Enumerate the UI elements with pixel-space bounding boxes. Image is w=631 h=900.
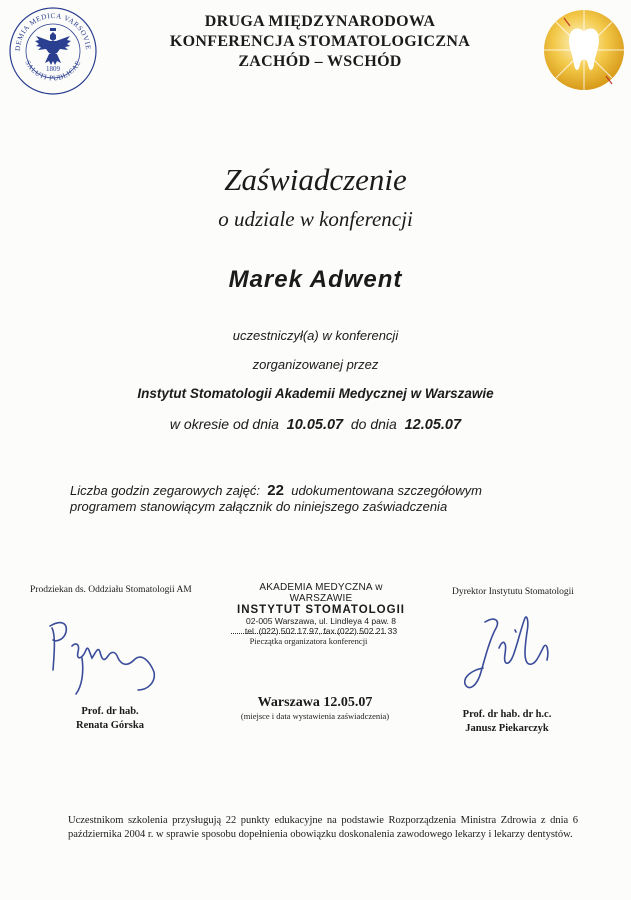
header-line-1: DRUGA MIĘDZYNARODOWA	[204, 13, 436, 30]
organized-by-line: zorganizowanej przez	[252, 357, 379, 372]
place-date: Warszawa 12.05.07	[257, 695, 373, 710]
stamp-divider	[231, 633, 386, 634]
period-mid: do dnia	[350, 416, 397, 432]
conference-logo	[540, 4, 628, 96]
header-line-2: KONFERENCJA STOMATOLOGICZNA	[169, 33, 471, 50]
stamp-line-1: AKADEMIA MEDYCZNA w WARSZAWIE	[259, 582, 383, 604]
organizer-name: Instytut Stomatologii Akademii Medycznej w Warszawie	[137, 386, 494, 401]
eagle-icon	[35, 28, 71, 65]
date-to: 12.05.07	[404, 417, 462, 433]
left-signatory-title: Prof. dr hab.	[81, 706, 139, 717]
organizer-stamp	[236, 582, 406, 636]
period-prefix: w okresie od dnia	[169, 416, 279, 432]
hours-line-2: programem stanowiącym załącznik do niniejszego zaświadczenia	[70, 499, 448, 514]
header-line-3: ZACHÓD – WSCHÓD	[238, 53, 402, 70]
stamp-line-2: INSTYTUT STOMATOLOGII	[237, 604, 405, 616]
participant-name: Marek Adwent	[228, 266, 403, 293]
stamp-caption: Pieczątka organizatora konferencji	[249, 636, 368, 646]
conference-header	[120, 12, 520, 72]
period-line	[0, 416, 631, 433]
left-signatory-name-block	[50, 705, 170, 733]
academy-seal	[8, 6, 98, 96]
stamp-line-3: 02-005 Warszawa, ul. Lindleya 4 paw. 8	[246, 616, 396, 626]
date-from: 10.05.07	[286, 417, 344, 433]
hours-prefix: Liczba godzin zegarowych zajęć:	[70, 483, 261, 498]
document-title: Zaświadczenie	[224, 162, 407, 197]
seal-ring-text-top: DEMIA MEDICA VARSOVIE	[13, 11, 93, 52]
seal-ring-text-bottom: SALUTI PUBLICAE	[23, 59, 83, 83]
hours-statement	[70, 483, 570, 515]
education-points-note: Uczestnikom szkolenia przysługują 22 punkty edukacyjne na podstawie Rozporządzenia Ministra Zdrowia z dnia 6 października 2004 r. w sprawie sposobu dopełnienia obowiązku doskonalenia zawodowego lekarzy i lekarzy dentystów.	[68, 815, 578, 840]
left-signatory-role: Prodziekan ds. Oddziału Stomatologii AM	[30, 585, 192, 595]
seal-year: 1809	[46, 65, 60, 73]
stamp-line-4: tel. (022) 502 17 97, fax (022) 502 21 33	[244, 626, 398, 636]
right-signatory-name-block	[437, 708, 577, 736]
left-signatory-name: Renata Górska	[76, 720, 144, 731]
left-signature	[38, 606, 163, 706]
right-signatory-title: Prof. dr hab. dr h.c.	[462, 709, 552, 720]
right-signatory-name: Janusz Piekarczyk	[465, 723, 549, 734]
right-signatory-role: Dyrektor Instytutu Stomatologii	[452, 587, 574, 597]
place-date-caption: (miejsce i data wystawienia zaświadczenia)	[240, 711, 390, 721]
hours-count: 22	[267, 482, 284, 499]
hours-suffix: udokumentowana szczegółowym	[291, 483, 482, 498]
participation-line: uczestniczył(a) w konferencji	[232, 328, 399, 343]
right-signature	[455, 608, 565, 703]
document-subtitle: o udziale w konferencji	[218, 207, 413, 231]
